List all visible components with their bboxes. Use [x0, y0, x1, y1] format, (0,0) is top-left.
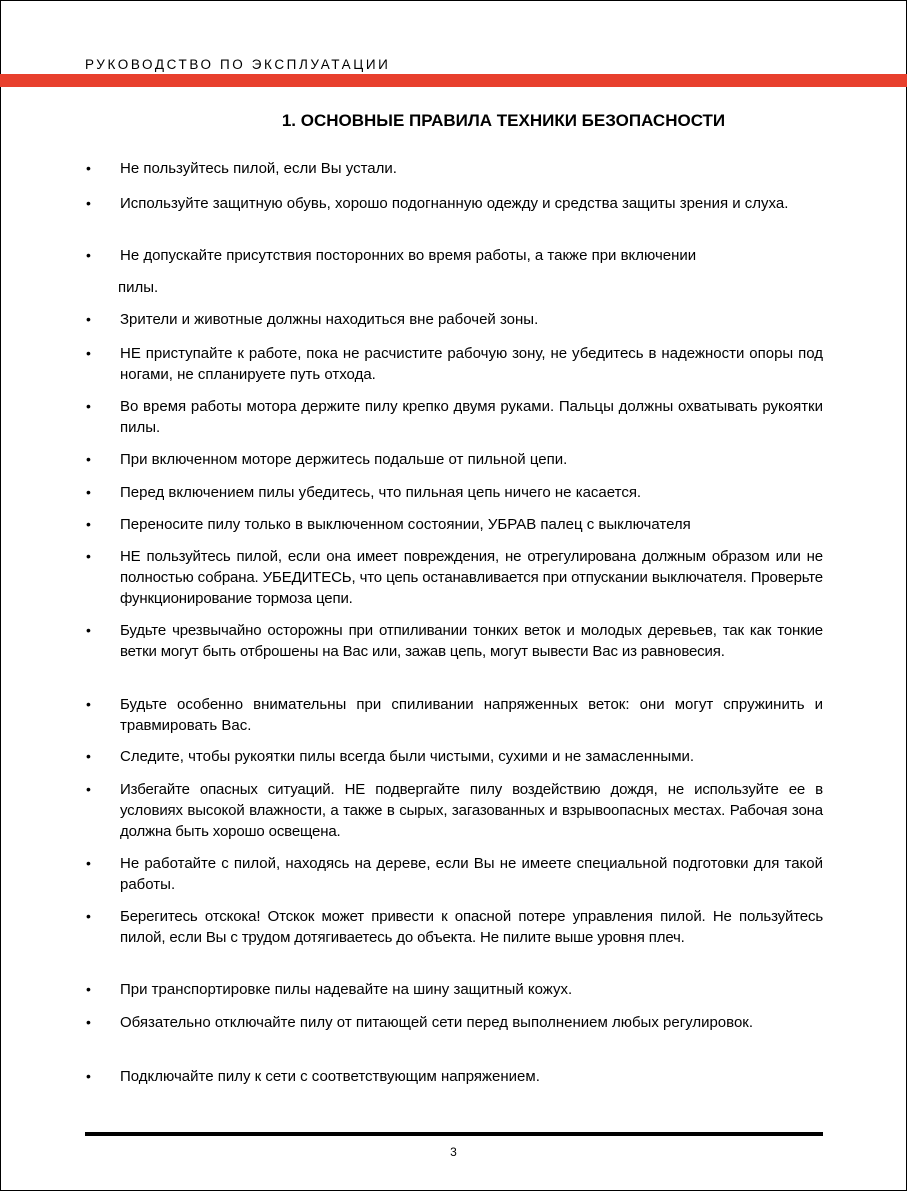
bullet-icon: • [86, 451, 91, 467]
bullet-icon: • [86, 484, 91, 500]
bullet-icon: • [86, 160, 91, 176]
rule-text: Во время работы мотора держите пилу крепко двумя руками. Пальцы должны охватывать рукоятки пилы. [120, 398, 823, 436]
bullet-icon: • [86, 247, 91, 263]
section-title: 1. ОСНОВНЫЕ ПРАВИЛА ТЕХНИКИ БЕЗОПАСНОСТИ [281, 111, 726, 130]
bullet-icon: • [86, 1068, 91, 1084]
bullet-icon: • [86, 195, 91, 211]
bullet-icon: • [86, 516, 91, 532]
bullet-icon: • [86, 1014, 91, 1030]
rule-text: Будьте особенно внимательны при спиливании напряженных веток: они могут спружинить и травмировать Вас. [120, 696, 823, 734]
rule-text: Используйте защитную обувь, хорошо подогнанную одежду и средства защиты зрения и слуха. [120, 195, 789, 212]
running-header: РУКОВОДСТВО ПО ЭКСПЛУАТАЦИИ [85, 57, 391, 72]
bullet-icon: • [86, 748, 91, 764]
rule-text: Будьте чрезвычайно осторожны при отпиливании тонких веток и молодых деревьев, так как тонкие ветки могут быть отброшены на Вас или, зажав цепь, могут вывести Вас из равновесия. [120, 622, 823, 660]
rule-continuation-text: пилы. [118, 279, 159, 296]
rule-text: Обязательно отключайте пилу от питающей сети перед выполнением любых регулировок. [120, 1014, 754, 1031]
rule-text: НЕ приступайте к работе, пока не расчистите рабочую зону, не убедитесь в надежности опоры под ногами, не спланируете путь отхода. [120, 345, 823, 383]
bullet-icon: • [86, 398, 91, 414]
rule-text: НЕ пользуйтесь пилой, если она имеет повреждения, не отрегулирована должным образом или не полностью собрана. УБЕДИТЕСЬ, что цепь останавливается при отпускании выключателя. Проверьте функционирование тормоза цепи. [120, 548, 823, 607]
page-number: 3 [450, 1145, 457, 1159]
rule-text: Зрители и животные должны находиться вне рабочей зоны. [120, 311, 539, 328]
rule-text: Избегайте опасных ситуаций. НЕ подвергайте пилу воздействию дождя, не используйте ее в условиях высокой влажности, а также в сырых, загазованных и взрывоопасных местах. Рабочая зона должна быть хорошо освещена. [120, 781, 823, 840]
rule-text: Переносите пилу только в выключенном состоянии, УБРАВ палец с выключателя [120, 516, 691, 533]
rule-text: При включенном моторе держитесь подальше от пильной цепи. [120, 451, 568, 468]
rule-text: Перед включением пилы убедитесь, что пильная цепь ничего не касается. [120, 484, 642, 501]
rule-text: Не работайте с пилой, находясь на дереве, если Вы не имеете специальной подготовки для такой работы. [120, 855, 823, 893]
bullet-icon: • [86, 345, 91, 361]
rule-text: Подключайте пилу к сети с соответствующим напряжением. [120, 1068, 540, 1085]
bullet-icon: • [86, 696, 91, 712]
bullet-icon: • [86, 311, 91, 327]
rule-text: При транспортировке пилы надевайте на шину защитный кожух. [120, 981, 573, 998]
rule-text: Берегитесь отскока! Отскок может привести к опасной потере управления пилой. Не пользуйтесь пилой, если Вы с трудом дотягиваетесь до объекта. Не пилите выше уровня плеч. [120, 908, 823, 946]
bullet-icon: • [86, 855, 91, 871]
bullet-icon: • [86, 548, 91, 564]
footer-rule [85, 1132, 823, 1136]
rule-text: Не допускайте присутствия посторонних во время работы, а также при включении [120, 247, 697, 264]
rule-text: Следите, чтобы рукоятки пилы всегда были чистыми, сухими и не замасленными. [120, 748, 695, 765]
bullet-icon: • [86, 781, 91, 797]
bullet-icon: • [86, 981, 91, 997]
bullet-icon: • [86, 622, 91, 638]
rule-text: Не пользуйтесь пилой, если Вы устали. [120, 160, 397, 177]
bullet-icon: • [86, 908, 91, 924]
